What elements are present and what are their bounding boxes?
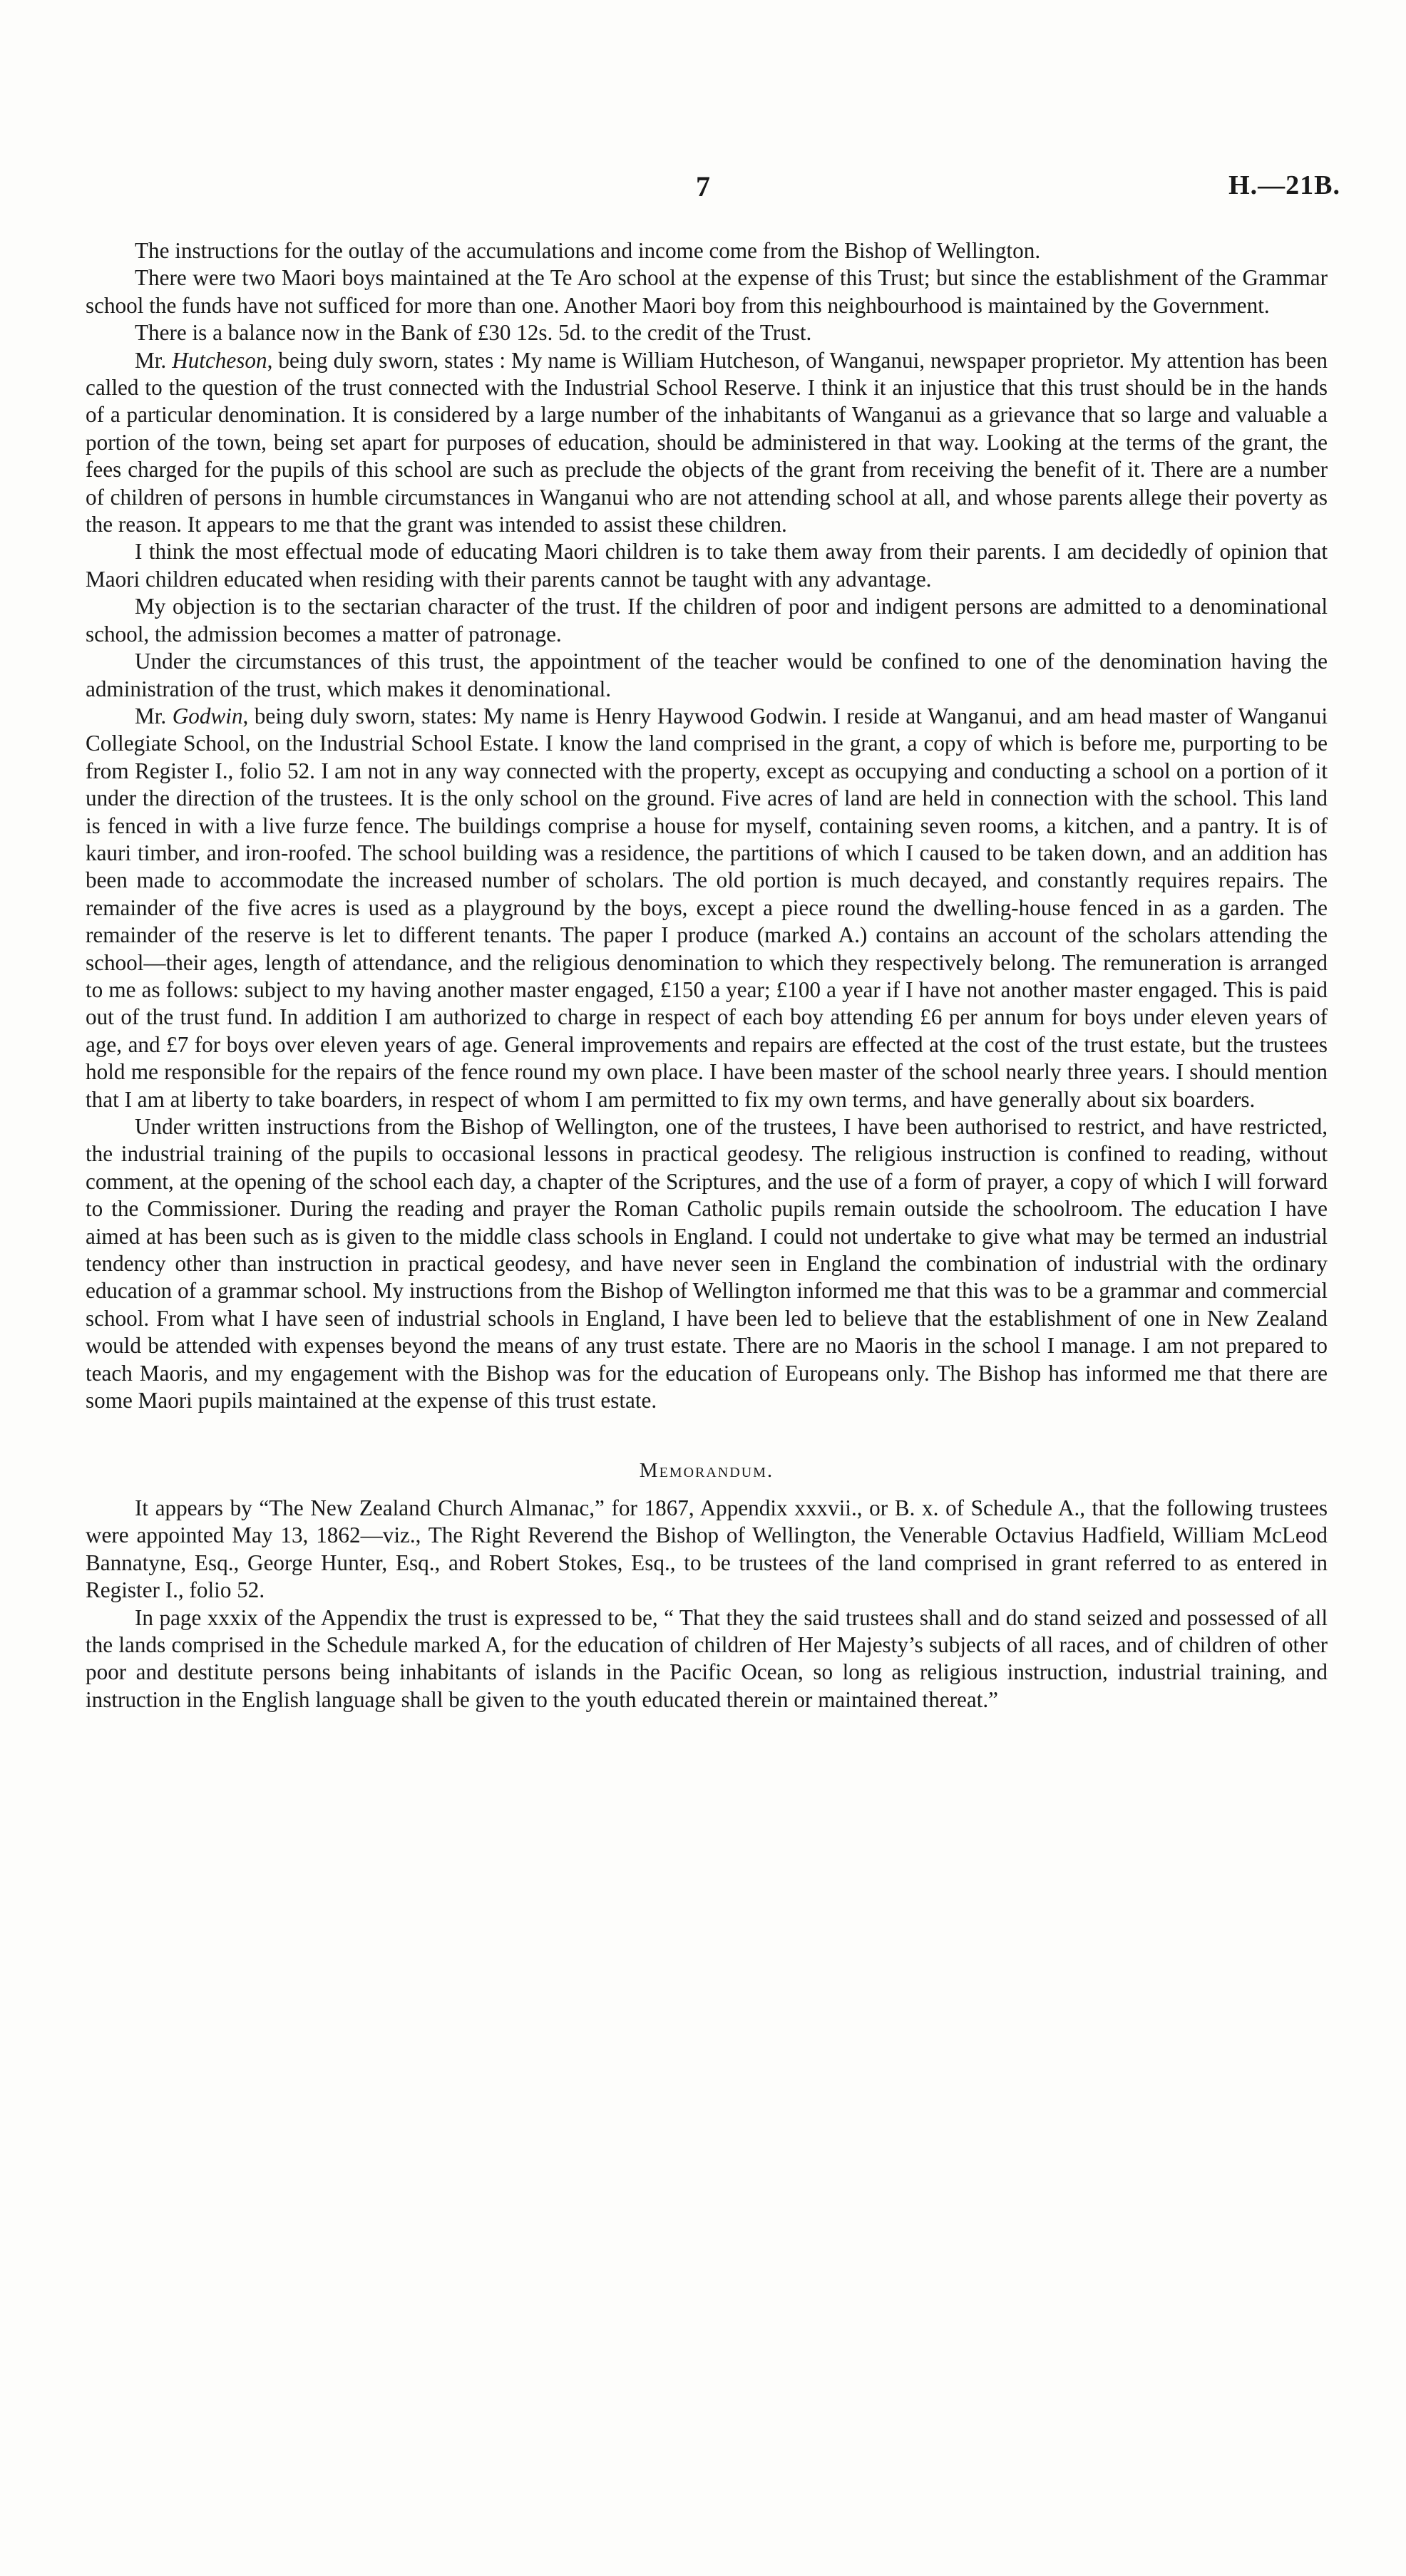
paragraph-text: My objection is to the sectarian character of the trust. If the children of poor and indigent persons are admitted to a denominational school, the admission becomes a matter of patronage.: [86, 594, 1328, 646]
paragraph: [86, 264, 1328, 319]
paragraph: [86, 319, 1328, 346]
paragraph-text: , being duly sworn, states: My name is Henry Haywood Godwin. I reside at Wanganui, and am head master of Wanganui Collegiate School, on the Industrial School Estate. I know the land comprised in the grant, a copy of which is before me, purporting to be from Register I., folio 52. I am not in any way connected with the property, except as occupying and conducting a school on a portion of it under the direction of the trustees. It is the only school on the ground. Five acres of land are held in connection with the school. This land is fenced in with a live furze fence. The buildings comprise a house for myself, containing seven rooms, a kitchen, and a pantry. It is of kauri timber, and iron-roofed. The school building was a residence, the partitions of which I caused to be taken down, and an addition has been made to accommodate the increased number of scholars. The old portion is much decayed, and constantly requires repairs. The remainder of the five acres is used as a playground by the boys, except a piece round the dwelling-house fenced in as a garden. The remainder of the reserve is let to different tenants. The paper I produce (marked A.) contains an account of the scholars attending the school—their ages, length of attendance, and the religious denomination to which they respectively belong. The remuneration is arranged to me as follows: subject to my having another master engaged, £150 a year; £100 a year if I have not another master engaged. This is paid out of the trust fund. In addition I am authorized to charge in respect of each boy attending £6 per annum for boys under eleven years of age, and £7 for boys over eleven years of age. General improvements and repairs are effected at the cost of the trust estate, but the trustees hold me responsible for the repairs of the fence round my own place. I have been master of the school nearly three years. I should mention that I am at liberty to take boarders, in respect of whom I am permitted to fix my own terms, and have generally about six boarders.: [86, 703, 1328, 1112]
paragraph-text: There is a balance now in the Bank of £30 12s. 5d. to the credit of the Trust.: [135, 320, 812, 346]
paragraph-text: There were two Maori boys maintained at the Te Aro school at the expense of this Trust; but since the establishment of the Grammar school the funds have not sufficed for more than one. Another Maori boy from this neighbourhood is maintained by the Government.: [86, 265, 1328, 318]
memorandum-paragraph: [86, 1604, 1328, 1714]
memorandum-paragraph: [86, 1495, 1328, 1604]
memorandum-heading: Memorandum.: [639, 1459, 774, 1483]
document-reference: H.—21B.: [1228, 170, 1340, 200]
paragraph-text: I think the most effectual mode of educating Maori children is to take them away from their parents. I am decidedly of opinion that Maori children educated when residing with their parents cannot be taught with any advantage.: [86, 539, 1328, 592]
paragraph-text: It appears by “The New Zealand Church Almanac,” for 1867, Appendix xxxvii., or B. x. of Schedule A., that the following trustees were appointed May 13, 1862—viz., The Right Reverend the Bishop of Wellington, the Venerable Octavius Hadfield, William McLeod Bannatyne, Esq., George Hunter, Esq., and Robert Stokes, Esq., to be trustees of the land comprised in grant referred to as entered in Register I., folio 52.: [86, 1495, 1328, 1603]
paragraph-text: Under the circumstances of this trust, the appointment of the teacher would be confined to one of the denomination having the administration of the trust, which makes it denominational.: [86, 649, 1328, 701]
paragraph-text: In page xxxix of the Appendix the trust is expressed to be, “ That they the said trustees shall and do stand seized and possessed of all the lands comprised in the Schedule marked A, for the education of children of Her Majesty’s subjects of all races, and of children of other poor and destitute persons being inhabitants of islands in the Pacific Ocean, so long as religious instruction, industrial training, and instruction in the English language shall be given to the youth educated therein or maintained thereat.”: [86, 1604, 1328, 1712]
paragraph: [86, 593, 1328, 648]
paragraph: [86, 347, 1328, 539]
paragraph: [86, 237, 1328, 264]
witness-name: Hutcheson: [172, 347, 267, 373]
witness-name: Godwin: [172, 703, 243, 728]
paragraph-text: , being duly sworn, states : My name is William Hutcheson, of Wanganui, newspaper proprietor. My attention has been called to the question of the trust connected with the Industrial School Reserve. I think it an injustice that this trust should be in the hands of a particular denomination. It is considered by a large number of the inhabitants of Wanganui as a grievance that so large and valuable a portion of the town, being set apart for purposes of education, should be administered in that way. Looking at the terms of the grant, the fees charged for the pupils of this school are such as preclude the objects of the grant from receiving the benefit of it. There are a number of children of persons in humble circumstances in Wanganui who are not attending school at all, and whose parents allege their poverty as the reason. It appears to me that the grant was intended to assist these children.: [86, 347, 1328, 537]
paragraph: [86, 538, 1328, 593]
paragraph-text: Under written instructions from the Bishop of Wellington, one of the trustees, I have been authorised to restrict, and have restricted, the industrial training of the pupils to occasional lessons in practical geodesy. The religious instruction is confined to reading, without comment, at the opening of the school each day, a chapter of the Scriptures, and the use of a form of prayer, a copy of which I will forward to the Commissioner. During the reading and prayer the Roman Catholic pupils remain outside the schoolroom. The education I have aimed at has been such as is given to the middle class schools in England. I could not undertake to give what may be termed an industrial tendency other than instruction in practical geodesy, and have never seen in England the combination of industrial with the ordinary education of a grammar school. My instructions from the Bishop of Wellington informed me that this was to be a grammar and commercial school. From what I have seen of industrial schools in England, I have been led to believe that the establishment of one in New Zealand would be attended with expenses beyond the means of any trust estate. There are no Maoris in the school I manage. I am not prepared to teach Maoris, and my engagement with the Bishop was for the education of Europeans only. The Bishop has informed me that there are some Maori pupils maintained at the expense of this trust estate.: [86, 1114, 1328, 1413]
paragraph-text: The instructions for the outlay of the accumulations and income come from the Bishop of Wellington.: [135, 238, 1041, 263]
body-text: [86, 237, 1328, 1714]
paragraph: [86, 703, 1328, 1113]
paragraph: [86, 648, 1328, 703]
paragraph-lead: Mr.: [135, 703, 173, 728]
paragraph-lead: Mr.: [135, 347, 173, 373]
paragraph: [86, 1113, 1328, 1414]
page-number: 7: [696, 170, 710, 202]
